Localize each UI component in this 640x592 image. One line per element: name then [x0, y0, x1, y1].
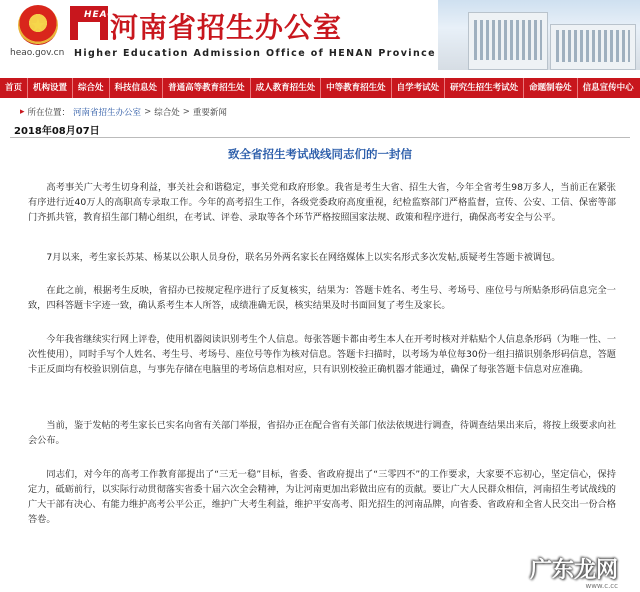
nav-item-adult-ed[interactable]: 成人教育招生处 [251, 78, 322, 98]
watermark-text: 广东龙网 [529, 557, 618, 583]
article-paragraph: 高考事关广大考生切身利益，事关社会和谐稳定，事关党和政府形象。我省是考生大省、招生大省，今年全省考生98万多人，当前正在紧张有序进行近40万人的高职高专录取工作。今年的高考招生工作，各级党委政府高度重视，纪检监察部门严格监督，宣传、公安、工信、保密等部门齐抓共管，教育招生部门精心组织，在考试、评卷、录取等各个环节严格按照国家法规、政策和程序进行，确保高考安全与公平。 [28, 182, 616, 223]
article-paragraph: 在此之前，根据考生反映，省招办已按规定程序进行了反复核实，结果为：答题卡姓名、考生号、考场号、座位号与所贴条形码信息完全一致，四科答题卡字迹一致，确认系考生本人所答，成绩准确无误，核实结果及时书面回复了考生及家长。 [28, 285, 616, 311]
breadcrumb-level3[interactable]: 重要新闻 [192, 108, 227, 118]
nav-item-general-office[interactable]: 综合处 [73, 78, 110, 98]
nav-item-info-center[interactable]: 信息宣传中心 [582, 83, 634, 93]
nav-item-home[interactable]: 首页 [0, 78, 28, 98]
site-title: 河南省招生办公室 [110, 11, 343, 44]
article-title: 致全省招生考试战线同志们的一封信 [228, 147, 412, 161]
article-date: 2018年08月07日 [14, 126, 100, 137]
nav-item-tech-info[interactable]: 科技信息处 [110, 78, 164, 98]
article-paragraph: 同志们，对今年的高考工作教育部提出了“三无一稳”目标，省委、省政府提出了“三零四不”的工作要求，大家要不忘初心，坚定信心，保持定力，砥砺前行，以实际行动贯彻落实省委十届六次全会精神，为让河南更加出彩做出应有的贡献。要让广大人民群众相信，河南招生考试战线的广大干部有决心、有能力维护高考公平公正，维护广大考生利益，维护平安高考、阳光招生的河南品牌，向省委、省政府和全省人民交出一份合格答卷。 [28, 469, 616, 525]
site-header [0, 0, 640, 70]
watermark [529, 553, 618, 590]
nav-item-organization[interactable]: 机构设置 [28, 78, 73, 98]
main-nav [0, 78, 640, 98]
article-paragraph: 7月以来，考生家长苏某、杨某以公职人员身份，联名另外两名家长在网络媒体上以实名形式多次发帖,质疑考生答题卡被调包。 [46, 252, 561, 263]
breadcrumb-prefix: 所在位置： [27, 108, 71, 118]
divider [10, 137, 630, 138]
building-banner-image [438, 0, 640, 70]
breadcrumb-level2[interactable]: 综合处 [154, 108, 180, 118]
watermark-sub: www.c.cc [585, 582, 618, 590]
breadcrumb [20, 106, 227, 118]
site-subtitle: Higher Education Admission Office of HENAN Province [74, 48, 436, 59]
article-paragraph: 今年我省继续实行网上评卷，使用机器阅读识别考生个人信息。每张答题卡都由考生本人在开考时核对并粘贴个人信息条形码（为唯一性、一次性使用），同时手写个人姓名、考生号、考场号、座位号等作为核对信息。答题卡扫描时，以考场为单位每30份一组扫描识别条形码信息，答题卡正反面均有校验识别信息，与事先存储在电脑里的考场信息相对应，只有识别校验正确机器才能通过，确保了每张答题卡信息对应准确。 [28, 334, 617, 375]
nav-item-exam-design[interactable]: 命题制卷处 [524, 78, 578, 98]
breadcrumb-separator: > [144, 107, 152, 117]
breadcrumb-home-link[interactable]: 河南省招生办公室 [73, 108, 142, 118]
nav-item-graduate[interactable]: 研究生招生考试处 [445, 78, 524, 98]
location-pin-icon: ▸ [20, 107, 25, 117]
heao-logo-text: HEAO [84, 10, 117, 20]
national-emblem-icon: ★ [18, 5, 58, 45]
nav-item-self-study-exam[interactable]: 自学考试处 [392, 78, 446, 98]
nav-item-secondary-ed[interactable]: 中等教育招生处 [321, 78, 392, 98]
breadcrumb-separator: > [182, 107, 190, 117]
article-paragraph: 当前，鉴于发帖的考生家长已实名向省有关部门举报，省招办正在配合省有关部门依法依规进行调查，待调查结果出来后，将按上级要求向社会公布。 [28, 420, 617, 446]
domain-label: heao.gov.cn [10, 48, 65, 58]
nav-item-general-higher-ed[interactable]: 普通高等教育招生处 [163, 78, 251, 98]
